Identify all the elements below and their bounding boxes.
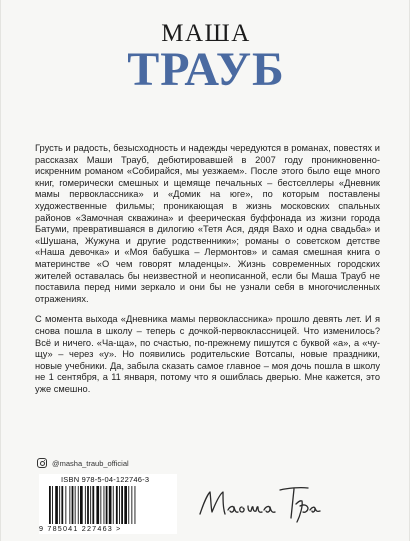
barcode-bar: [128, 486, 129, 524]
social-handle-text: @masha_traub_official: [52, 458, 129, 468]
instagram-icon: [37, 458, 47, 468]
author-signature: [196, 480, 326, 524]
barcode-bar: [90, 486, 91, 524]
barcode-bar: [85, 486, 86, 524]
barcode-bar: [65, 486, 66, 524]
barcode-bar: [96, 486, 99, 524]
barcode-bar: [92, 486, 94, 524]
barcode-bar: [78, 486, 79, 524]
barcode-bar: [100, 486, 101, 524]
author-first-name: МАША: [161, 20, 251, 47]
barcode-bar: [106, 486, 108, 524]
barcode-bar: [80, 486, 83, 524]
barcode-bar: [69, 486, 70, 524]
author-last-name: ТРАУБ: [127, 43, 285, 96]
barcode-bar: [131, 486, 132, 524]
barcode-bar: [109, 486, 112, 524]
barcode-bar: [116, 486, 118, 524]
barcode-digits: 9 785041 227463 >: [39, 524, 122, 533]
barcode-bar: [113, 486, 114, 524]
annotation-paragraph: Грусть и радость, безысходность и надежды чередуются в романах, повестях и рассказах Маши Трауб, дебютировавшей в 2007 году проникновенно-искренним романом «Собирайся, мы уезжаем». После этого было еще много книг, гомерически смешных и щемяще печальных – бестселлеры «Дневник мамы первоклассника» и «Домик на юге», по которым поставлены художественные фильмы; проникающая в жизнь московских спальных районов «Замочная скважина» и феерическая буффонада из жизни города Батуми, превратившаяся в дилогию «Тетя Ася, дядя Вахо и одна свадьба» и «Шушана, Жужуна и другие родственники»; романы о советском детстве «Наша девочка» и «Моя бабушка – Лермонтов» и самая смешная книга о материнстве «О чем говорят младенцы». Жизнь современных городских жителей оставалась бы неизвестной и неописанной, если бы Маша Трауб не поставила перед ними зеркало и они бы не узнали себя в многочисленных отражениях.: [35, 143, 380, 304]
annotation-text: [35, 143, 380, 395]
social-handle: [37, 458, 129, 468]
barcode: [39, 474, 177, 534]
barcode-bar: [124, 486, 127, 524]
barcode-bar: [75, 486, 76, 524]
barcode-bar: [59, 486, 60, 524]
barcode-bar: [119, 486, 120, 524]
barcode-bar: [87, 486, 89, 524]
barcode-bar: [61, 486, 63, 524]
barcode-bar: [72, 486, 74, 524]
barcode-bars: [47, 486, 175, 524]
barcode-bar: [55, 486, 58, 524]
barcode-bar: [49, 486, 51, 524]
isbn-label: ISBN 978-5-04-122746-3: [61, 475, 150, 484]
barcode-bar: [135, 486, 136, 524]
barcode-bar: [121, 486, 123, 524]
barcode-bar: [52, 486, 53, 524]
barcode-bar: [104, 486, 105, 524]
annotation-paragraph: С момента выхода «Дневника мамы первоклассника» прошло девять лет. И я снова пошла в школу – теперь с дочкой-первоклассницей. Что изменилось? Всё и ничего. «Ча-ща», по счастью, по-прежнему пишутся с буквой «а», а «чу-щу» – через «у». Но появились родительские Вотсапы, новые праздники, новые учебники. Да, забыла сказать самое главное – моя дочь пошла в школу не 1 сентября, а 11 января, потому что я ошиблась дверью. Мне кажется, это уже смешно.: [35, 314, 380, 394]
